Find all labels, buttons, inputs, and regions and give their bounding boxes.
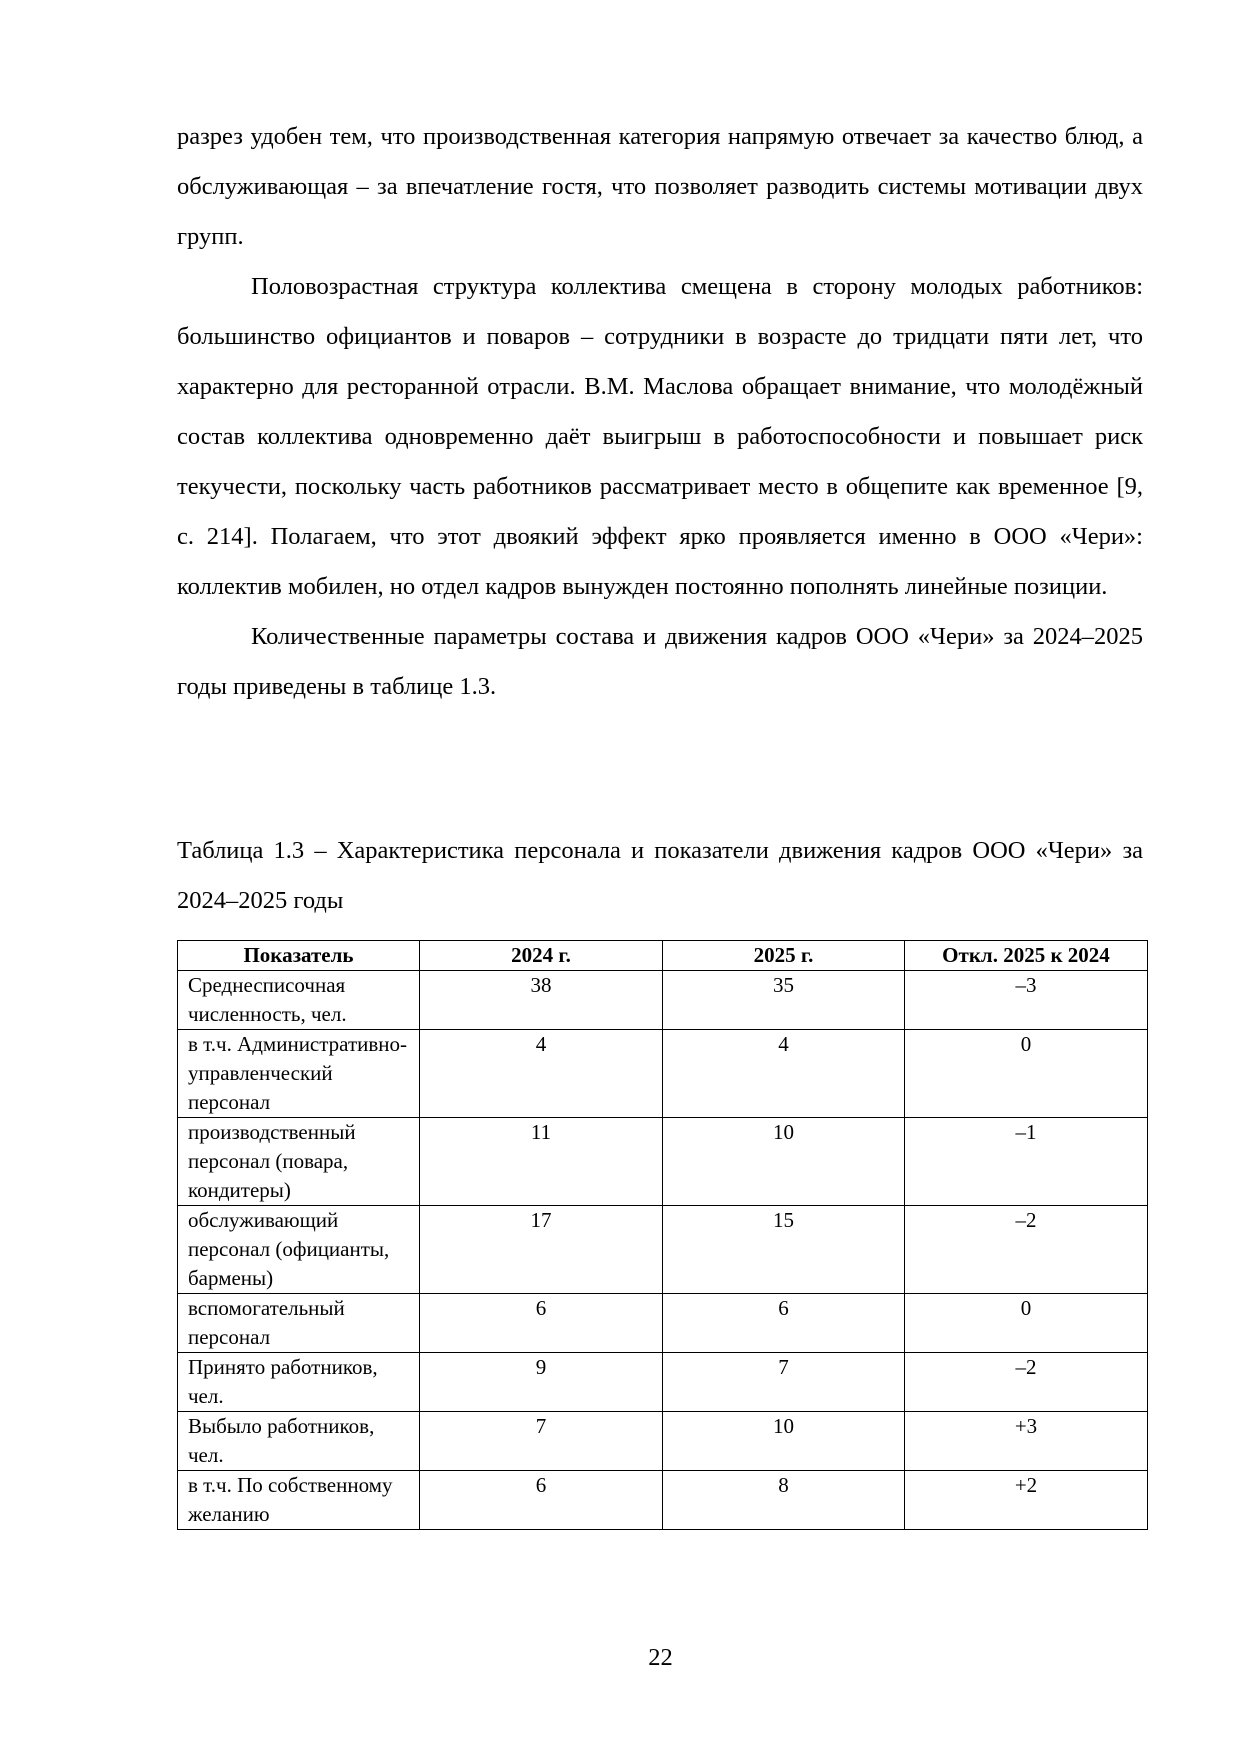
table-row — [178, 1471, 1148, 1530]
value-deviation: 0 — [905, 1294, 1148, 1353]
value-2025: 15 — [663, 1206, 905, 1294]
value-deviation: –2 — [905, 1206, 1148, 1294]
row-label: Выбыло работников, чел. — [178, 1412, 420, 1471]
value-2025: 6 — [663, 1294, 905, 1353]
value-deviation: +2 — [905, 1471, 1148, 1530]
value-2025: 35 — [663, 971, 905, 1030]
row-label: обслуживающий персонал (официанты, бармены) — [178, 1206, 420, 1294]
value-deviation: –2 — [905, 1353, 1148, 1412]
value-2024: 4 — [420, 1030, 663, 1118]
value-2025: 10 — [663, 1118, 905, 1206]
column-header: 2024 г. — [420, 941, 663, 971]
paragraph: Половозрастная структура коллектива смещена в сторону молодых работников: большинство официантов и поваров – сотрудники в возрасте до тридцати пяти лет, что характерно для ресторанной отрасли. В.М. Маслова обращает внимание, что молодёжный состав коллектива одновременно даёт выигрыш в работоспособности и повышает риск текучести, поскольку часть работников рассматривает место в общепите как временное [9, с. 214]. Полагаем, что этот двоякий эффект ярко проявляется именно в ООО «Чери»: коллектив мобилен, но отдел кадров вынужден постоянно пополнять линейные позиции. — [177, 273, 1143, 600]
value-2024: 9 — [420, 1353, 663, 1412]
value-2024: 11 — [420, 1118, 663, 1206]
table-row — [178, 1412, 1148, 1471]
row-label: в т.ч. По собственному желанию — [178, 1471, 420, 1530]
table-row — [178, 1030, 1148, 1118]
table-row — [178, 1353, 1148, 1412]
table-row — [178, 971, 1148, 1030]
row-label: производственный персонал (повара, кондитеры) — [178, 1118, 420, 1206]
value-2024: 17 — [420, 1206, 663, 1294]
value-2025: 10 — [663, 1412, 905, 1471]
column-header: Показатель — [178, 941, 420, 971]
page-number: 22 — [648, 1644, 673, 1671]
paragraph: разрез удобен тем, что производственная категория напрямую отвечает за качество блюд, а обслуживающая – за впечатление гостя, что позволяет разводить системы мотивации двух групп. — [177, 123, 1143, 250]
table-header-row — [178, 941, 1148, 971]
value-2025: 4 — [663, 1030, 905, 1118]
table-row — [178, 1206, 1148, 1294]
table-caption: Таблица 1.3 – Характеристика персонала и показатели движения кадров ООО «Чери» за 2024–2025 годы — [177, 837, 1143, 914]
value-2025: 7 — [663, 1353, 905, 1412]
value-deviation: 0 — [905, 1030, 1148, 1118]
value-2025: 8 — [663, 1471, 905, 1530]
value-deviation: +3 — [905, 1412, 1148, 1471]
value-2024: 38 — [420, 971, 663, 1030]
row-label: в т.ч. Административно-управленческий персонал — [178, 1030, 420, 1118]
row-label: Принято работников, чел. — [178, 1353, 420, 1412]
table-row — [178, 1118, 1148, 1206]
row-label: вспомогательный персонал — [178, 1294, 420, 1353]
column-header: 2025 г. — [663, 941, 905, 971]
value-2024: 7 — [420, 1412, 663, 1471]
paragraph: Количественные параметры состава и движения кадров ООО «Чери» за 2024–2025 годы приведены в таблице 1.3. — [177, 623, 1143, 700]
table-row — [178, 1294, 1148, 1353]
column-header: Откл. 2025 к 2024 — [905, 941, 1148, 971]
personnel-table — [177, 940, 1148, 1530]
value-deviation: –1 — [905, 1118, 1148, 1206]
value-2024: 6 — [420, 1294, 663, 1353]
row-label: Среднесписочная численность, чел. — [178, 971, 420, 1030]
value-2024: 6 — [420, 1471, 663, 1530]
value-deviation: –3 — [905, 971, 1148, 1030]
body-text — [177, 112, 1143, 712]
